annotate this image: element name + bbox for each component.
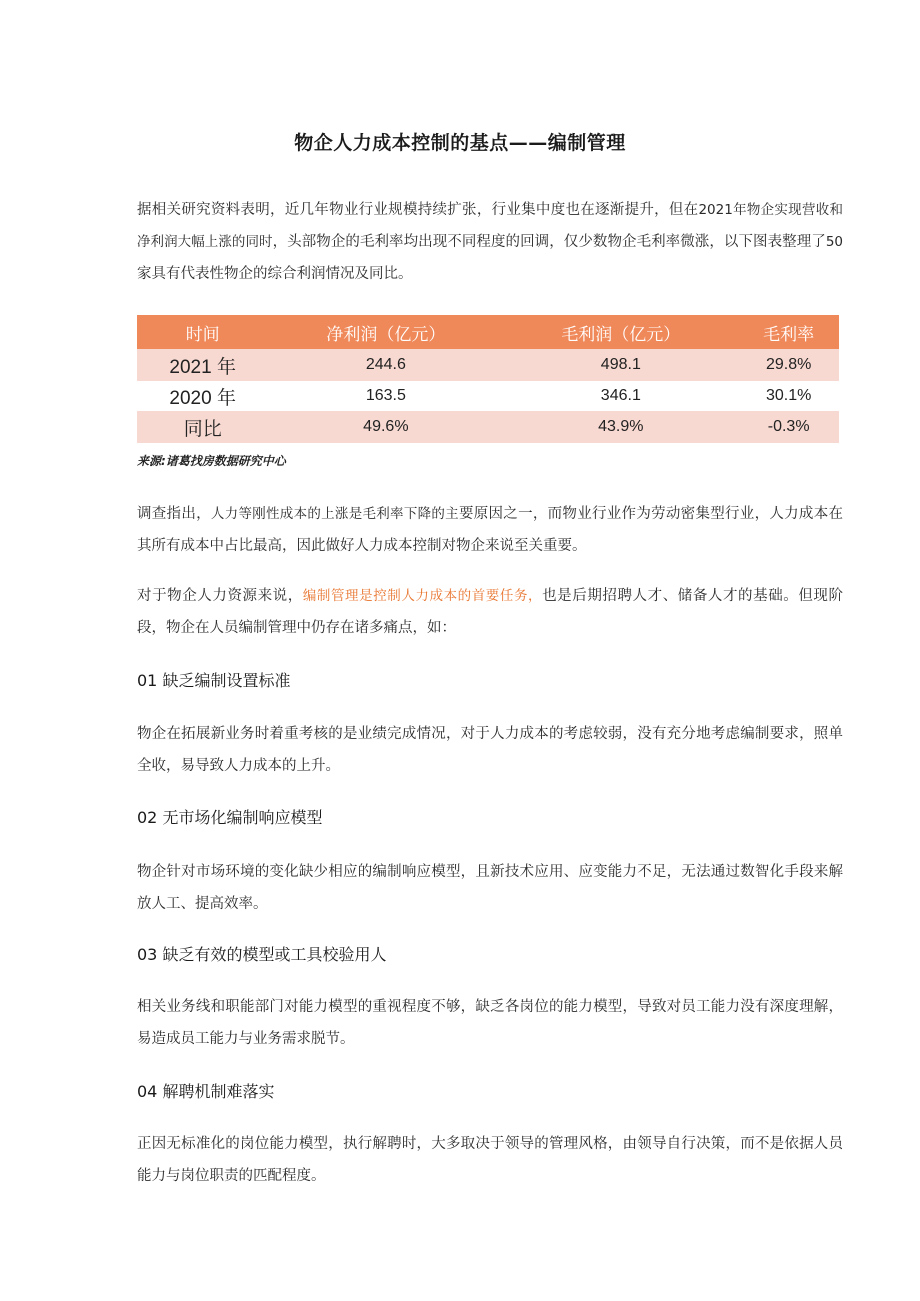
intro-text-1: 据相关研究资料表明，近几年物业行业规模持续扩张，行业集中度也在逐渐提升，但在: [137, 202, 699, 218]
header-gross-profit: 毛利润（亿元）: [503, 315, 738, 349]
section-body-02: 物企针对市场环境的变化缺少相应的编制响应模型，且新技术应用、应变能力不足，无法通过数智化手段来解放人工、提高效率。: [137, 864, 843, 912]
intro-text-2: 年物企实现: [732, 202, 802, 218]
intro-text-4: ，头部物企的毛利率均出现不同程度的回调: [272, 234, 550, 250]
table-header-row: [137, 315, 839, 349]
section-body-04: 正因无标准化的岗位能力模型，执行解聘时，大多取决于领导的管理风格，由领导自行决策，而不是依据人员能力与岗位职责的匹配程度。: [137, 1136, 843, 1184]
table-cell: 244.6: [268, 349, 503, 381]
table-cell: 同比: [137, 411, 268, 443]
table-cell: 2020 年: [137, 381, 268, 411]
table-row: [137, 411, 839, 443]
section-body-03: 相关业务线和职能部门对能力模型的重视程度不够，缺乏各岗位的能力模型，导致对员工能力没有深度理解，易造成员工能力与业务需求脱节。: [137, 999, 843, 1047]
table-cell: 498.1: [503, 349, 738, 381]
page-title: 物企人力成本控制的基点——编制管理: [294, 132, 626, 154]
table-cell: 30.1%: [738, 381, 839, 411]
hr-text-1: 对于物企人力资源来说，: [137, 588, 303, 604]
table-row: [137, 349, 839, 381]
profit-table: [137, 315, 839, 443]
survey-text-2: 要原因之一，而物业行业作为劳动密集型行业，人力成本在其所有成本中占比最高，因此做好人力成本控制对物企来说至关重要。: [137, 506, 843, 554]
intro-text-6: 家具有代表性物企的综合利润情况及同比。: [137, 266, 413, 282]
hr-text-2: 也是后期招聘人才、储备人才的基础。但现阶段，物企在人员编制管理中仍存在诸多痛点，如：: [137, 588, 844, 636]
survey-emphasis: 人力等刚性成本的上涨是毛利率下降的主: [210, 506, 459, 522]
intro-paragraph: [137, 194, 843, 290]
table-cell: 49.6%: [268, 411, 503, 443]
table-row: [137, 381, 839, 411]
table-cell: 43.9%: [503, 411, 738, 443]
survey-text-1: 调查指出，: [137, 506, 211, 522]
header-net-profit: 净利润（亿元）: [268, 315, 503, 349]
section-heading-02: 02 无市场化编制响应模型: [137, 808, 323, 827]
hr-paragraph: [137, 580, 843, 644]
table-cell: 346.1: [503, 381, 738, 411]
header-time: 时间: [137, 315, 268, 349]
header-gross-margin: 毛利率: [738, 315, 839, 349]
table-cell: 29.8%: [738, 349, 839, 381]
section-heading-03: 03 缺乏有效的模型或工具校验用人: [137, 945, 387, 964]
intro-year: 2021: [698, 202, 733, 218]
table-cell: 2021 年: [137, 349, 268, 381]
table-source: 来源:诸葛找房数据研究中心: [137, 454, 286, 468]
table-cell: 163.5: [268, 381, 503, 411]
intro-text-3: 营收和净利润大幅上涨的同时: [137, 202, 844, 250]
intro-count: 50: [825, 234, 844, 250]
intro-text-5: ，仅少数物企毛利率微涨，以下图表整理了: [549, 234, 826, 250]
section-heading-04: 04 解聘机制难落实: [137, 1082, 275, 1101]
section-body-01: 物企在拓展新业务时着重考核的是业绩完成情况，对于人力成本的考虑较弱，没有充分地考虑编制要求，照单全收，易导致人力成本的上升。: [137, 726, 843, 774]
survey-paragraph: [137, 498, 843, 562]
section-heading-01: 01 缺乏编制设置标准: [137, 671, 291, 690]
hr-highlight: 编制管理是控制人力成本的首要任务，: [302, 588, 543, 604]
table-cell: -0.3%: [738, 411, 839, 443]
